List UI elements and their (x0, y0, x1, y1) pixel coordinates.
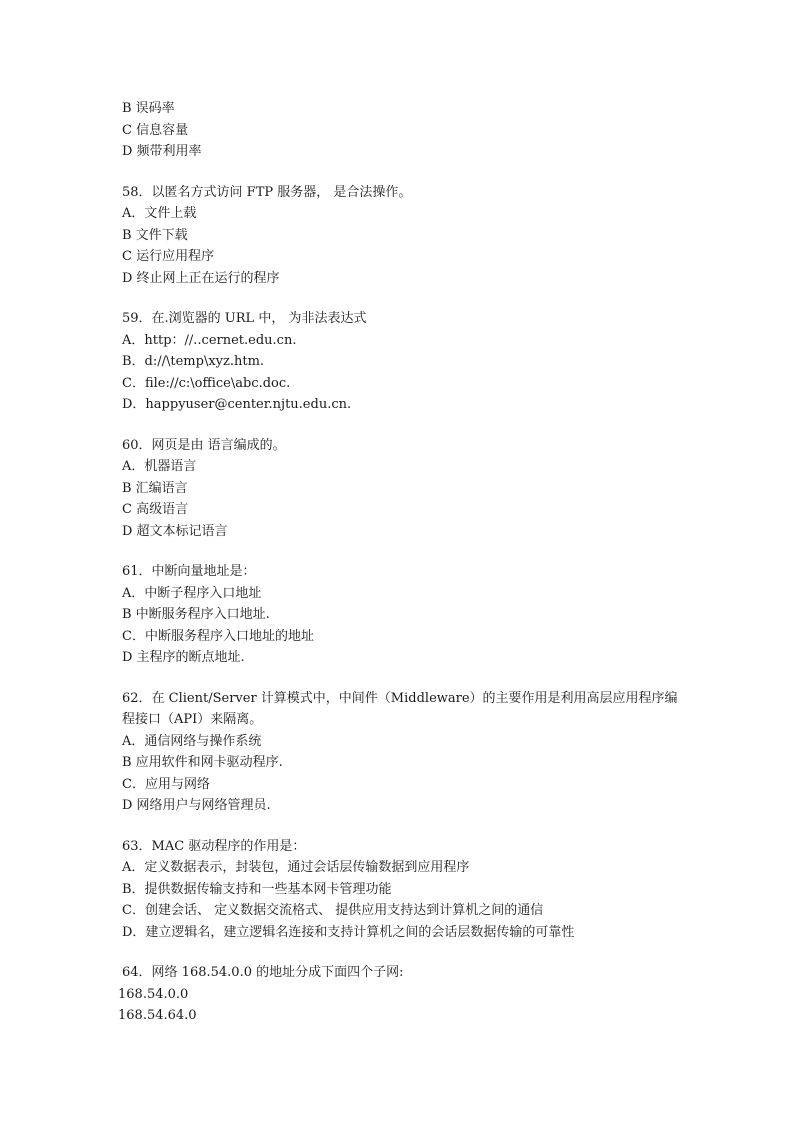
question-61 (122, 561, 702, 669)
question-stem: 58．以匿名方式访问 FTP 服务器， 是合法操作。 (122, 184, 412, 200)
option-a: A．文件上载 (122, 206, 197, 221)
option-a: A．http：//..cernet.edu.cn. (122, 332, 297, 348)
option-b: B 误码率 (122, 101, 175, 116)
option-b: B 文件下载 (122, 227, 188, 243)
option-d: D 网络用户与网络管理员. (122, 798, 271, 813)
option-c: C 运行应用程序 (122, 249, 215, 264)
question-62 (122, 688, 702, 817)
option-d: D 终止网上正在运行的程序 (122, 270, 280, 286)
question-stem-line-1: 62．在 Client/Server 计算模式中，中间件（Middleware）的主要作用是利用高层应用程序编 (122, 690, 678, 706)
option-c: C 高级语言 (122, 502, 189, 517)
question-59 (122, 308, 702, 416)
question-stem-line-2: 程接口（API）来隔离。 (122, 712, 263, 727)
question-stem: 64．网络 168.54.0.0 的地址分成下面四个子网: (122, 965, 404, 980)
question-58 (122, 182, 702, 290)
option-b: B．提供数据传输支持和一些基本网卡管理功能 (122, 881, 392, 897)
option-b: B 应用软件和网卡驱动程序. (122, 755, 283, 770)
option-d: D 超文本标记语言 (122, 523, 228, 539)
option-c: C．创建会话、 定义数据交流格式、 提供应用支持达到计算机之间的通信 (122, 903, 544, 918)
question-64 (118, 962, 702, 1027)
question-60 (122, 435, 702, 543)
subnet-address: 168.54.0.0 (118, 986, 189, 1002)
option-a: A．通信网络与操作系统 (122, 733, 262, 749)
option-a: A．中断子程序入口地址 (122, 585, 262, 601)
question-stem: 61．中断向量地址是： (122, 564, 256, 579)
option-d: D．happyuser@center.njtu.edu.cn. (122, 397, 352, 412)
option-b: B．d://\temp\xyz.htm. (122, 354, 265, 369)
previous-question-options (122, 98, 702, 163)
option-d: D 频带利用率 (122, 144, 202, 159)
option-d: D．建立逻辑名，建立逻辑名连接和支持计算机之间的会话层数据传输的可靠性 (122, 924, 575, 940)
option-d: D 主程序的断点地址. (122, 650, 245, 665)
question-stem: 60．网页是由 语言编成的。 (122, 437, 286, 453)
option-c: C．应用与网络 (122, 776, 210, 792)
option-c: C 信息容量 (122, 122, 189, 138)
option-a: A．机器语言 (122, 459, 197, 474)
option-c: C．中断服务程序入口地址的地址 (122, 628, 314, 644)
subnet-address: 168.54.64.0 (118, 1008, 197, 1023)
option-c: C．file://c:\office\abc.doc. (122, 375, 291, 391)
option-b: B 汇编语言 (122, 480, 188, 496)
option-b: B 中断服务程序入口地址. (122, 607, 270, 622)
question-stem: 63．MAC 驱动程序的作用是： (122, 838, 306, 854)
question-stem: 59．在.浏览器的 URL 中， 为非法表达式 (122, 311, 367, 326)
document-page (118, 98, 702, 1046)
question-63 (122, 836, 702, 944)
option-a: A．定义数据表示，封装包，通过会话层传输数据到应用程序 (122, 860, 470, 875)
